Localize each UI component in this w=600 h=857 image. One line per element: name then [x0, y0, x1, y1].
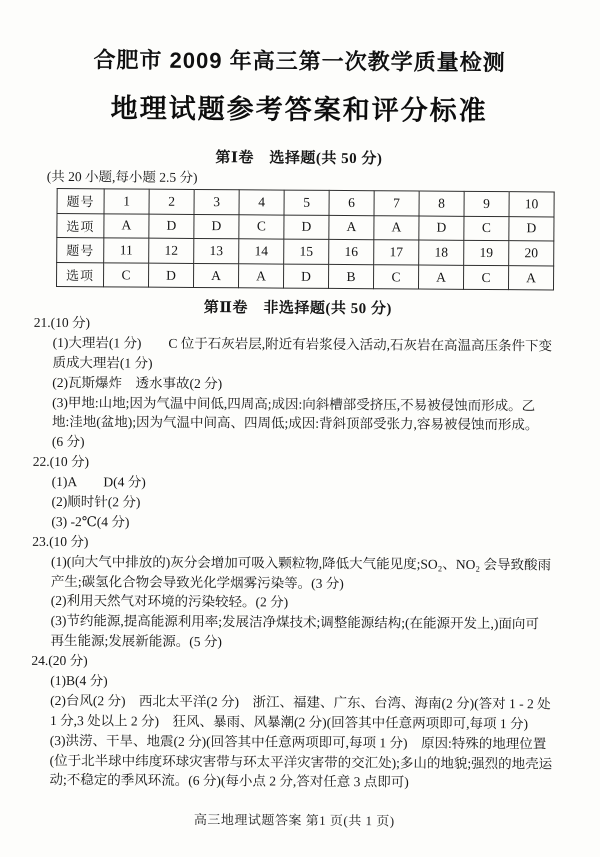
row-label-cell: 题号	[57, 188, 104, 213]
part1-heading: 第Ⅰ卷 选择题(共 50 分)	[215, 150, 383, 168]
answer-line: 动;不稳定的季风环流。(6 分)(每小点 2 分,答对任意 3 点即可)	[49, 772, 409, 790]
answer-cell: D	[283, 264, 328, 289]
answer-cell: D	[419, 216, 464, 241]
answer-line: 再生能源;发展新能源。(5 分)	[50, 633, 222, 650]
answer-line: 21.(10 分)	[33, 314, 91, 331]
answer-cell: C	[103, 263, 148, 288]
answer-table	[56, 188, 555, 291]
answer-cell: 5	[284, 190, 329, 215]
answer-cell: 3	[194, 189, 239, 214]
answer-cell: 14	[239, 239, 284, 264]
answer-cell: D	[509, 216, 554, 241]
answer-cell: 2	[149, 189, 194, 214]
answer-table-row	[57, 213, 554, 241]
answer-cell: 12	[149, 238, 194, 263]
answer-line: 产生;碳氢化合物会导致光化学烟雾污染等。(3 分)	[50, 573, 344, 591]
answer-cell: 4	[239, 190, 284, 215]
answer-lines	[0, 313, 598, 795]
answer-line: 22.(10 分)	[32, 454, 90, 470]
answer-cell: D	[148, 263, 193, 288]
answer-line: (3)甲地:山地;因为气温中间低,四周高;成因:向斜槽部受挤压,不易被侵蚀而形成。乙	[52, 394, 536, 413]
answer-cell: 18	[419, 240, 464, 265]
answer-cell: D	[284, 215, 329, 240]
answer-line: (2)台风(2 分) 西北太平洋(2 分) 浙江、福建、广东、台湾、海南(2 分)(答对 1 - 2 处	[50, 692, 551, 712]
row-label-cell: 题号	[57, 238, 104, 263]
row-label-cell: 选项	[57, 213, 104, 238]
answer-table-body	[56, 188, 554, 290]
answer-line: (1)A D(4 分)	[51, 474, 146, 490]
answer-cell: 15	[284, 239, 329, 264]
answer-line: (3)节约能源,提高能源利用率;发展洁净煤技术;调整能源结构;(在能源开发上,)面向可	[50, 613, 539, 632]
answer-key-title: 地理试题参考答案和评分标准	[110, 93, 488, 126]
answer-line: (2)利用天然气对环境的污染较轻。(2 分)	[50, 593, 289, 611]
answer-cell: 13	[194, 239, 239, 264]
answer-cell: 6	[329, 190, 374, 215]
answer-cell: 1	[104, 189, 149, 214]
answer-cell: 16	[329, 240, 374, 265]
answer-cell: A	[104, 213, 149, 238]
answer-line: 质成大理岩(1 分)	[52, 354, 153, 371]
answer-line: (2)瓦斯爆炸 透水事故(2 分)	[52, 374, 223, 391]
answer-cell: A	[193, 263, 238, 288]
answer-cell: A	[374, 215, 419, 240]
answer-cell: C	[373, 264, 418, 289]
answer-cell: D	[194, 214, 239, 239]
answer-cell: C	[464, 216, 509, 241]
answer-cell: 7	[374, 191, 419, 216]
answer-line: (1)B(4 分)	[50, 672, 108, 689]
answer-line: (位于北半球中纬度环球灾害带与环太平洋灾害带的交汇处);多山的地貌;强烈的地壳运	[49, 752, 553, 772]
answer-table-row	[57, 238, 554, 266]
answer-cell: D	[149, 214, 194, 239]
answer-line: (1)(向大气中排放的)灰分会增加可吸入颗粒物,降低大气能见度;SO₂、NO₂ 会导致酸雨	[51, 553, 552, 573]
answer-line: 24.(20 分)	[31, 652, 88, 669]
answer-table-row	[57, 188, 554, 216]
answer-cell: C	[239, 214, 284, 239]
answer-line: 地:洼地(盆地);因为气温中间高、四周低;成因:背斜顶部受张力,容易被侵蚀而形成。	[52, 414, 539, 433]
answer-cell: B	[328, 264, 373, 289]
answer-cell: 8	[419, 191, 464, 216]
answer-line: 23.(10 分)	[32, 533, 89, 550]
answer-cell: 11	[104, 238, 149, 263]
answer-line: (3) -2℃(4 分)	[51, 513, 130, 530]
answer-cell: A	[238, 264, 283, 289]
answer-cell: 19	[464, 241, 509, 266]
part1-note: (共 20 小题,每小题 2.5 分)	[46, 168, 198, 185]
exam-title: 合肥市 2009 年高三第一次教学质量检测	[93, 47, 506, 76]
answer-cell: 17	[374, 240, 419, 265]
answer-line: (2)顺时针(2 分)	[51, 493, 141, 510]
answer-cell: C	[463, 265, 508, 290]
answer-cell: 10	[509, 192, 554, 217]
answer-table-row	[56, 262, 553, 290]
answer-line: (3)洪涝、干旱、地震(2 分)(回答其中任意两项即可,每项 1 分) 原因:特殊的地理位置	[49, 732, 547, 752]
answer-line: (6 分)	[51, 434, 85, 450]
answer-line: (1)大理岩(1 分) C 位于石灰岩层,附近有岩浆侵入活动,石灰岩在高温高压条件下变	[52, 334, 553, 354]
answer-cell: A	[508, 265, 553, 290]
answer-cell: A	[329, 215, 374, 240]
answer-cell: A	[418, 265, 463, 290]
answer-cell: 20	[509, 241, 554, 266]
page-footer-text: 高三地理试题答案 第1 页(共 1 页)	[193, 811, 395, 829]
answer-line: 1 分,3 处以上 2 分) 狂风、暴雨、风暴潮(2 分)(回答其中任意两项即可,每项 1 分)	[49, 712, 529, 732]
answer-cell: 9	[464, 191, 509, 216]
part2-heading: 第Ⅱ卷 非选择题(共 50 分)	[203, 300, 392, 318]
row-label-cell: 选项	[56, 262, 103, 287]
